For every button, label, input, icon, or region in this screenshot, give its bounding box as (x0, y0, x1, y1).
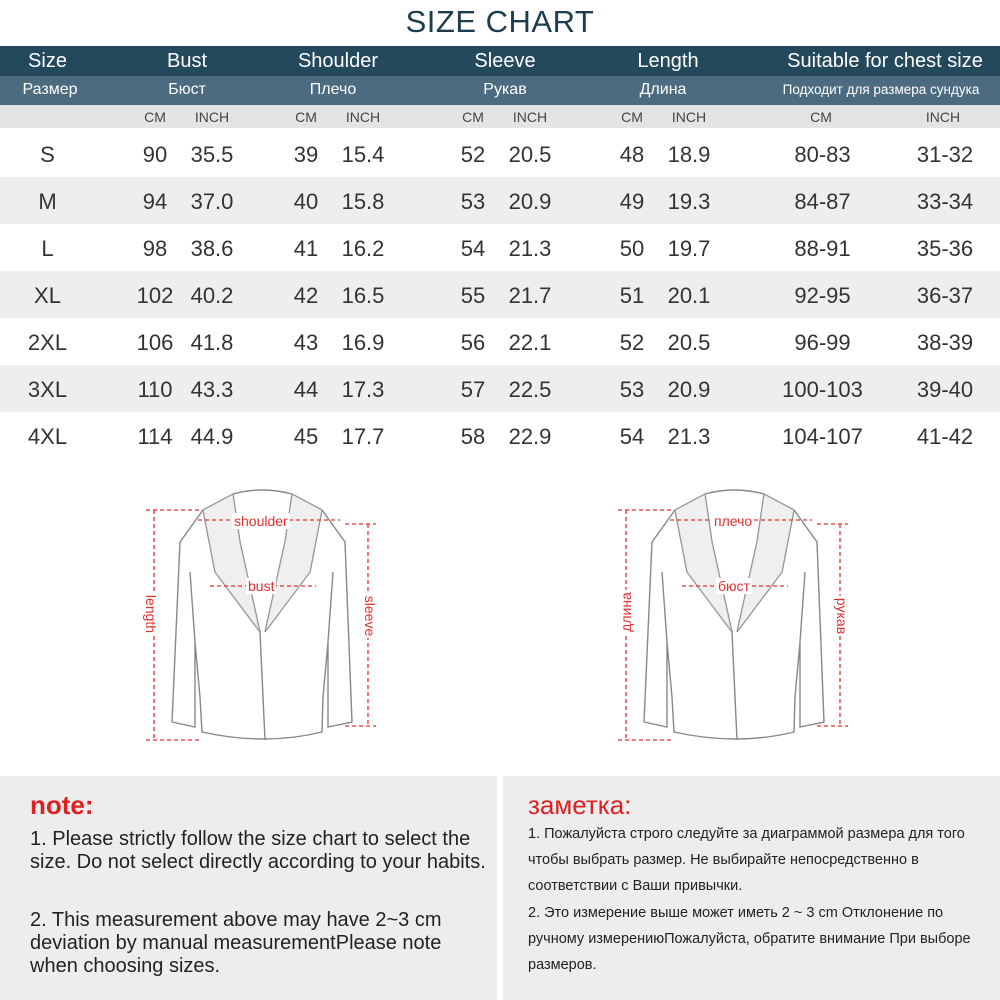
note-text: . This measurement above may have 2~3 cm deviation by manual measurementPlease note when choosing sizes. (30, 909, 442, 977)
note-number: 2 (30, 909, 42, 931)
cell-chest-inch: 35-36 (916, 236, 974, 261)
cell-bust-inch: 41.8 (190, 330, 234, 355)
page-title: SIZE CHART (405, 4, 595, 39)
cell-chest-inch: 33-34 (916, 189, 974, 214)
cell-length-inch: 19.7 (667, 236, 711, 261)
cell-sleeve-cm: 56 (460, 330, 486, 355)
label-sleeve-en: sleeve (362, 595, 379, 637)
cell-chest-cm: 96-99 (794, 330, 851, 355)
units-row (0, 105, 1000, 128)
cell-sleeve-inch: 22.9 (508, 424, 552, 449)
unit-length-cm: CM (621, 109, 643, 125)
cell-bust-cm: 90 (142, 142, 168, 167)
cell-length-inch: 18.9 (667, 142, 711, 167)
note-number: 1 (30, 828, 42, 850)
cell-sleeve-inch: 22.5 (508, 377, 552, 402)
cell-shoulder-inch: 16.9 (341, 330, 385, 355)
garment-figure-ru (612, 482, 862, 752)
cell-shoulder-inch: 16.2 (341, 236, 385, 261)
note-item-1-ru (528, 821, 993, 899)
label-shoulder-en: shoulder (234, 513, 288, 529)
cell-chest-cm: 80-83 (794, 142, 851, 167)
note-text: . Это измерение выше может иметь 2 ~ 3 cm Отклонение по ручному измерениюПожалуйста, обратите внимание При выборе размеров. (528, 905, 971, 973)
unit-sleeve-inch: INCH (512, 109, 548, 125)
note-title-en: note: (30, 790, 94, 820)
cell-bust-inch: 44.9 (190, 424, 234, 449)
header-bust-ru: Бюст (168, 81, 206, 98)
unit-shoulder-inch: INCH (345, 109, 381, 125)
cell-shoulder-cm: 43 (293, 330, 319, 355)
cell-sleeve-inch: 21.7 (508, 283, 552, 308)
header-shoulder-ru: Плечо (309, 81, 357, 98)
cell-shoulder-cm: 44 (293, 377, 319, 402)
cell-shoulder-inch: 16.5 (341, 283, 385, 308)
cell-size: XL (34, 283, 61, 308)
unit-chest-inch: INCH (925, 109, 961, 125)
note-number: 1 (528, 826, 537, 842)
note-text: . Please strictly follow the size chart to select the size. Do not select directly according to your habits. (30, 828, 486, 873)
cell-chest-cm: 104-107 (782, 424, 863, 449)
cell-shoulder-cm: 40 (293, 189, 319, 214)
cell-length-cm: 51 (619, 283, 645, 308)
unit-chest-cm: CM (810, 109, 832, 125)
cell-shoulder-cm: 42 (293, 283, 319, 308)
header-row-ru (0, 76, 1000, 105)
header-bust: Bust (166, 50, 208, 72)
table-row (0, 365, 1000, 412)
header-sleeve-ru: Рукав (483, 81, 527, 98)
header-size: Size (28, 50, 67, 72)
unit-sleeve-cm: CM (462, 109, 484, 125)
cell-bust-inch: 35.5 (190, 142, 234, 167)
cell-length-cm: 52 (619, 330, 645, 355)
garment-figure-en (140, 482, 390, 752)
cell-size: 3XL (27, 377, 68, 402)
cell-bust-inch: 40.2 (190, 283, 234, 308)
header-sleeve: Sleeve (474, 50, 536, 72)
cell-sleeve-inch: 20.9 (508, 189, 552, 214)
cell-size: 2XL (27, 330, 68, 355)
header-row-en (0, 46, 1000, 76)
cell-bust-cm: 102 (136, 283, 174, 308)
note-number: 2 (528, 905, 537, 921)
cell-length-inch: 20.9 (667, 377, 711, 402)
header-length-ru: Длина (639, 81, 687, 98)
table-row (0, 318, 1000, 365)
label-length-en: length (143, 594, 160, 634)
cell-chest-cm: 84-87 (794, 189, 851, 214)
note-item-2-ru (528, 900, 993, 978)
unit-bust-cm: CM (144, 109, 166, 125)
header-length: Length (637, 50, 699, 72)
cell-size: 4XL (27, 424, 68, 449)
label-sleeve-ru: рукав (834, 597, 851, 635)
note-text: . Пожалуйста строго следуйте за диаграммой размера для того чтобы выбрать размер. Не выбирайте непосредственно в соответствии с Ваши привычки. (528, 826, 965, 894)
cell-length-cm: 49 (619, 189, 645, 214)
cell-chest-inch: 39-40 (916, 377, 974, 402)
note-title-ru: заметка: (528, 790, 632, 820)
cell-length-cm: 54 (619, 424, 645, 449)
cell-length-inch: 21.3 (667, 424, 711, 449)
cell-chest-inch: 31-32 (916, 142, 974, 167)
cell-bust-cm: 114 (137, 424, 173, 449)
unit-length-inch: INCH (671, 109, 707, 125)
cell-length-cm: 53 (619, 377, 645, 402)
cell-sleeve-cm: 52 (460, 142, 486, 167)
cell-sleeve-inch: 22.1 (508, 330, 552, 355)
cell-sleeve-cm: 53 (460, 189, 486, 214)
cell-sleeve-inch: 21.3 (508, 236, 552, 261)
cell-length-cm: 48 (619, 142, 645, 167)
cell-length-inch: 20.5 (667, 330, 711, 355)
header-chest: Suitable for chest size (787, 50, 983, 72)
cell-size: S (40, 142, 55, 167)
cell-shoulder-cm: 45 (293, 424, 319, 449)
note-item-1-en (30, 828, 490, 874)
cell-sleeve-inch: 20.5 (508, 142, 552, 167)
notes-panel-en (0, 776, 497, 1000)
cell-chest-cm: 88-91 (794, 236, 851, 261)
cell-bust-inch: 38.6 (190, 236, 234, 261)
cell-shoulder-inch: 15.8 (341, 189, 385, 214)
table-row (0, 271, 1000, 318)
notes-panel-ru (503, 776, 1000, 1000)
cell-chest-inch: 38-39 (916, 330, 974, 355)
cell-bust-cm: 106 (136, 330, 174, 355)
cell-shoulder-inch: 17.3 (341, 377, 385, 402)
cell-chest-inch: 41-42 (916, 424, 974, 449)
cell-bust-cm: 94 (142, 189, 168, 214)
cell-bust-inch: 37.0 (190, 189, 234, 214)
cell-length-cm: 50 (619, 236, 645, 261)
cell-sleeve-cm: 58 (460, 424, 486, 449)
label-shoulder-ru: плечо (714, 513, 753, 529)
header-chest-ru: Подходит для размера сундука (782, 82, 980, 97)
cell-shoulder-inch: 15.4 (341, 142, 385, 167)
cell-shoulder-inch: 17.7 (341, 424, 385, 449)
unit-bust-inch: INCH (194, 109, 230, 125)
cell-sleeve-cm: 57 (460, 377, 486, 402)
table-row (0, 130, 1000, 177)
table-row (0, 412, 1000, 459)
cell-chest-inch: 36-37 (916, 283, 974, 308)
header-size-ru: Размер (22, 81, 78, 98)
cell-length-inch: 20.1 (667, 283, 711, 308)
cell-chest-cm: 92-95 (794, 283, 851, 308)
table-row (0, 224, 1000, 271)
label-bust-ru: бюст (718, 578, 750, 594)
cell-sleeve-cm: 54 (460, 236, 486, 261)
cell-shoulder-cm: 41 (293, 236, 319, 261)
label-length-ru: длина (617, 592, 634, 632)
table-row (0, 177, 1000, 224)
header-shoulder: Shoulder (297, 50, 379, 72)
cell-bust-cm: 98 (142, 236, 168, 261)
cell-bust-cm: 110 (137, 377, 173, 402)
cell-bust-inch: 43.3 (190, 377, 234, 402)
cell-length-inch: 19.3 (667, 189, 711, 214)
cell-size: M (38, 189, 57, 214)
cell-chest-cm: 100-103 (782, 377, 863, 402)
label-bust-en: bust (248, 578, 275, 594)
cell-shoulder-cm: 39 (293, 142, 319, 167)
cell-size: L (41, 236, 54, 261)
unit-shoulder-cm: CM (295, 109, 317, 125)
cell-sleeve-cm: 55 (460, 283, 486, 308)
note-item-2-en (30, 909, 490, 978)
